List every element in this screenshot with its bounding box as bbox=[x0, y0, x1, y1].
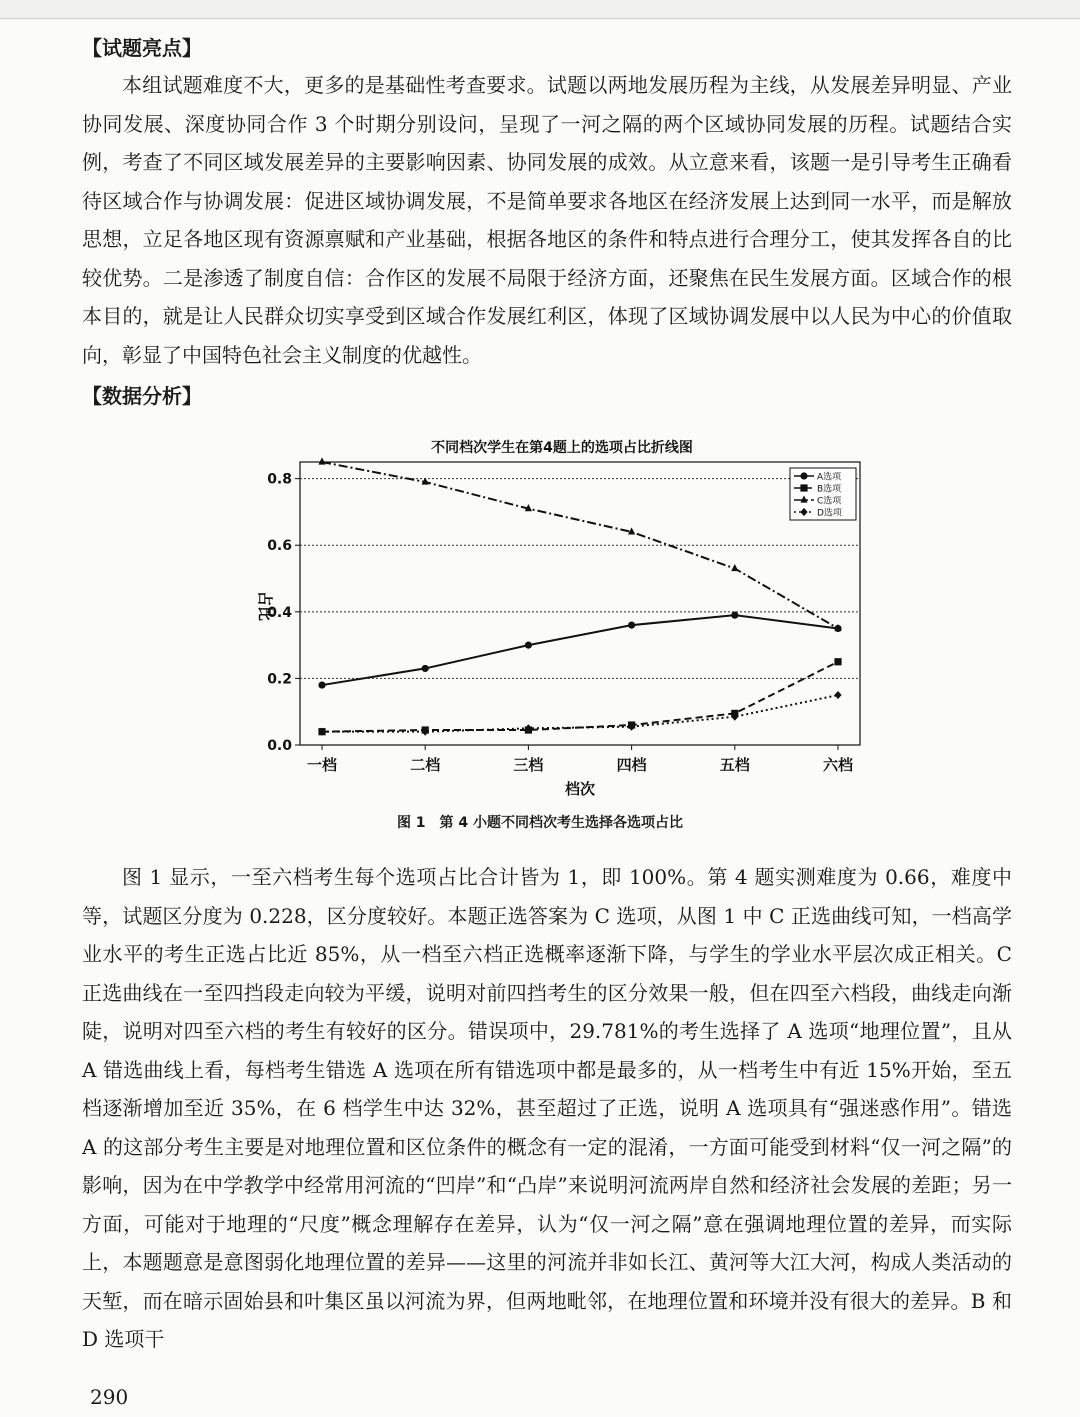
data-point bbox=[628, 622, 635, 629]
y-axis-label: 占比 bbox=[256, 590, 274, 622]
legend-label: C选项 bbox=[817, 496, 842, 507]
gridlines bbox=[300, 479, 860, 679]
x-axis-ticks bbox=[307, 745, 853, 774]
legend-marker bbox=[800, 484, 807, 491]
page-number: 290 bbox=[90, 1385, 129, 1409]
legend-marker bbox=[800, 472, 807, 479]
plot-frame bbox=[300, 462, 860, 745]
figure-1 bbox=[256, 434, 862, 854]
legend-label: A选项 bbox=[817, 472, 842, 483]
series-lines bbox=[318, 457, 841, 735]
x-tick-label: 二档 bbox=[410, 756, 441, 774]
y-tick-label: 0.2 bbox=[267, 671, 292, 688]
x-tick-label: 四档 bbox=[616, 756, 647, 774]
y-tick-label: 0.0 bbox=[267, 738, 292, 754]
y-tick-label: 0.6 bbox=[267, 538, 292, 555]
series-line bbox=[322, 615, 838, 685]
legend-label: B选项 bbox=[817, 484, 842, 495]
body-paragraph: 图 1 显示，一至六档考生每个选项占比合计皆为 1，即 100%。第 4 题实测难度为 0.66，难度中等，试题区分度为 0.228，区分度较好。本题正选答案为 C 选项，从图 1 中 C 正选曲线可知，一档高学业水平的考生正选占比近 85%，从一档至六档正选概率逐渐下降，与学生的学业水平层次成正相关。C 正选曲线在一至四挡段走向较为平缓，说明对前四挡考生的区分效果一般，但在四至六档段，曲线走向渐陡，说明对四至六档的考生有较好的区分。错误项中，29.781%的考生选择了 A 选项“地理位置”，且从 A 错选曲线上看，每档考生错选 A 选项在所有错选项中都是最多的，从一档考生中有近 15%开始，至五档逐渐增加至近 35%，在 6 档学生中达 32%，甚至超过了正选，说明 A 选项具有“强迷惑作用”。错选 A 的这部分考生主要是对地理位置和区位条件的概念有一定的混淆，一方面可能受到材料“仅一河之隔”的影响，因为在中学教学中经常用河流的“凹岸”和“凸岸”来说明河流两岸自然和经济社会发展的差距；另一方面，可能对于地理的“尺度”概念理解存在差异，认为“仅一河之隔”意在强调地理位置的差异，而实际上，本题题意是意图弱化地理位置的差异——这里的河流并非如长江、黄河等大江大河，构成人类活动的天堑，而在暗示固始县和叶集区虽以河流为界，但两地毗邻，在地理位置和环境并没有很大的差异。B 和 D 选项干 bbox=[82, 865, 1012, 1351]
chart-legend bbox=[790, 468, 856, 520]
page-top-edge bbox=[0, 0, 1080, 19]
x-tick-label: 一档 bbox=[306, 756, 338, 774]
data-point bbox=[731, 564, 738, 571]
figure-caption: 图 1 第 4 小题不同档次考生选择各选项占比 bbox=[396, 815, 684, 831]
y-tick-label: 0.4 bbox=[267, 604, 292, 621]
highlights-paragraph: 本组试题难度不大，更多的是基础性考查要求。试题以两地发展历程为主线，从发展差异明显、产业协同发展、深度协同合作 3 个时期分别设问，呈现了一河之隔的两个区域协同发展的历程。试题结合实例，考查了不同区域发展差异的主要影响因素、协同发展的成效。从立意来看，该题一是引导考生正确看待区域合作与协调发展：促进区域协调发展，不是简单要求各地区在经济发展上达到同一水平，而是解放思想，立足各地区现有资源禀赋和产业基础，根据各地区的条件和特点进行合理分工，使其发挥各自的比较优势。二是渗透了制度自信：合作区的发展不局限于经济方面，还聚焦在民生发展方面。区域合作的根本目的，就是让人民群众切实享受到区域合作发展红利区，体现了区域协调发展中以人民为中心的价值取向，彰显了中国特色社会主义制度的优越性。 bbox=[82, 73, 1012, 367]
line-chart bbox=[256, 434, 862, 804]
page-content bbox=[82, 30, 1012, 414]
data-point bbox=[318, 681, 325, 688]
legend-label: D选项 bbox=[817, 508, 842, 519]
data-point bbox=[422, 665, 429, 672]
x-tick-label: 六档 bbox=[822, 756, 854, 774]
data-point bbox=[834, 691, 841, 699]
chart-title: 不同档次学生在第4题上的选项占比折线图 bbox=[431, 440, 693, 456]
body-section bbox=[82, 858, 1012, 1359]
x-tick-label: 五档 bbox=[719, 756, 750, 774]
data-point bbox=[834, 658, 841, 665]
section-heading-highlights: 【试题亮点】 bbox=[82, 36, 202, 60]
data-point bbox=[731, 612, 738, 619]
section-heading-data-analysis: 【数据分析】 bbox=[82, 384, 202, 408]
data-point bbox=[525, 642, 532, 649]
data-point bbox=[318, 457, 325, 464]
x-tick-label: 三档 bbox=[513, 756, 544, 774]
y-tick-label: 0.8 bbox=[267, 471, 292, 488]
x-axis-label: 档次 bbox=[564, 780, 596, 798]
